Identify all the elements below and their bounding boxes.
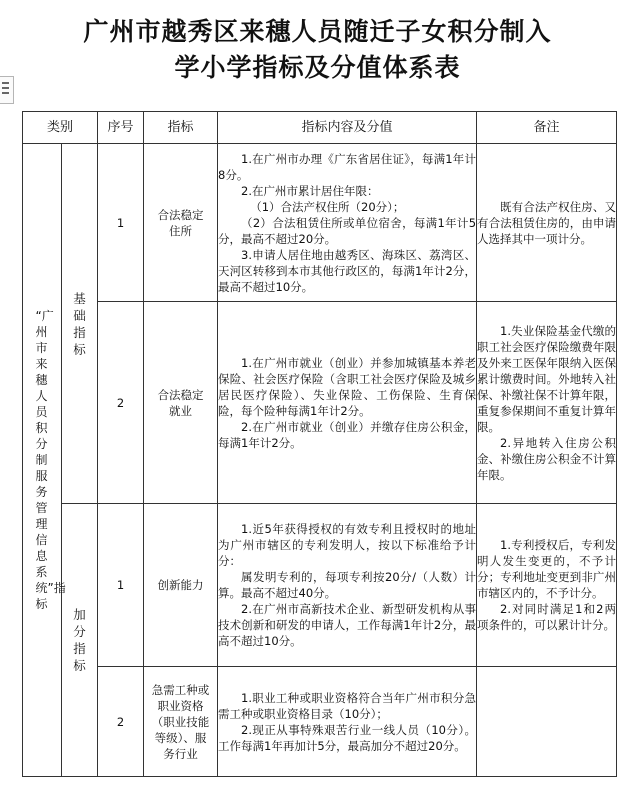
table-row [23, 504, 617, 667]
row-content: 1.职业工种或职业资格符合当年广州市积分急需工种或职业资格目录（10分）； 2.现正从事特殊艰苦行业一线人员（10分）。工作每满1年再加计5分，最高加分不超过20分。 [218, 667, 477, 777]
row-content: 1.在广州市就业（创业）并参加城镇基本养老保险、社会医疗保险（含职工社会医疗保险及城乡居民医疗保险）、失业保险、工伤保险、生育保险，每个险种每满1年计2分。 2.在广州市就业（创业）并缴存住房公积金，每满1年计2分。 [218, 302, 477, 504]
row-content: 1.在广州市办理《广东省居住证》，每满1年计8分。 2.在广州市累计居住年限： （1）合法产权住所（20分）； （2）合法租赁住所或单位宿舍，每满1年计5分，最高不超过20分。 3.申请人居住地由越秀区、海珠区、荔湾区、天河区转移到本市其他行政区的，每满1年计2分，最高不超过10分。 [218, 144, 477, 302]
table-row [23, 667, 617, 777]
row-remark: 既有合法产权住房、又有合法租赁住房的，由申请人选择其中一项计分。 [477, 144, 617, 302]
row-number: 1 [98, 144, 144, 302]
header-indicator: 指标 [144, 112, 218, 144]
header-number: 序号 [98, 112, 144, 144]
row-indicator: 合法稳定住所 [144, 144, 218, 302]
table-row [23, 144, 617, 302]
row-number: 2 [98, 302, 144, 504]
table-header-row [23, 112, 617, 144]
row-remark: 1.专利授权后，专利发明人发生变更的，不予计分；专利地址变更到非广州市辖区内的，不予计分。 2.对同时满足1和2两项条件的，可以累计计分。 [477, 504, 617, 667]
header-content: 指标内容及分值 [218, 112, 477, 144]
row-content: 1.近5年获得授权的有效专利且授权时的地址为广州市辖区的专利发明人，按以下标准给予计分： 属发明专利的，每项专利按20分/（人数）计算。最高不超过40分。 2.在广州市高新技术企业、新型研发机构从事技术创新和研发的申请人，工作每满1年计2分，最高不超过10分。 [218, 504, 477, 667]
table-row [23, 302, 617, 504]
row-indicator: 合法稳定就业 [144, 302, 218, 504]
header-category: 类别 [23, 112, 98, 144]
row-number: 1 [98, 504, 144, 667]
sidebar-toggle-icon[interactable] [0, 76, 14, 104]
row-indicator: 急需工种或职业资格（职业技能等级）、服务行业 [144, 667, 218, 777]
row-number: 2 [98, 667, 144, 777]
row-remark [477, 667, 617, 777]
header-remark: 备注 [477, 112, 617, 144]
row-remark: 1.失业保险基金代缴的职工社会医疗保险缴费年限及外来工医保年限纳入医保累计缴费时间。外地转入社保、补缴社保不计算年限，重复参保期间不重复计算年限。 2.异地转入住房公积金、补缴住房公积金不计算年限。 [477, 302, 617, 504]
indicator-table [22, 111, 617, 777]
title-line-2: 学小学指标及分值体系表 [174, 53, 461, 82]
category-cell: “广州市来穗人员积分制服务管理信息系统”指标 [23, 144, 62, 777]
document-title [0, 14, 635, 86]
group-bonus-cell: 加分指标 [62, 504, 98, 777]
title-line-1: 广州市越秀区来穗人员随迁子女积分制入 [83, 17, 552, 46]
group-basic-cell: 基础指标 [62, 144, 98, 504]
row-indicator: 创新能力 [144, 504, 218, 667]
